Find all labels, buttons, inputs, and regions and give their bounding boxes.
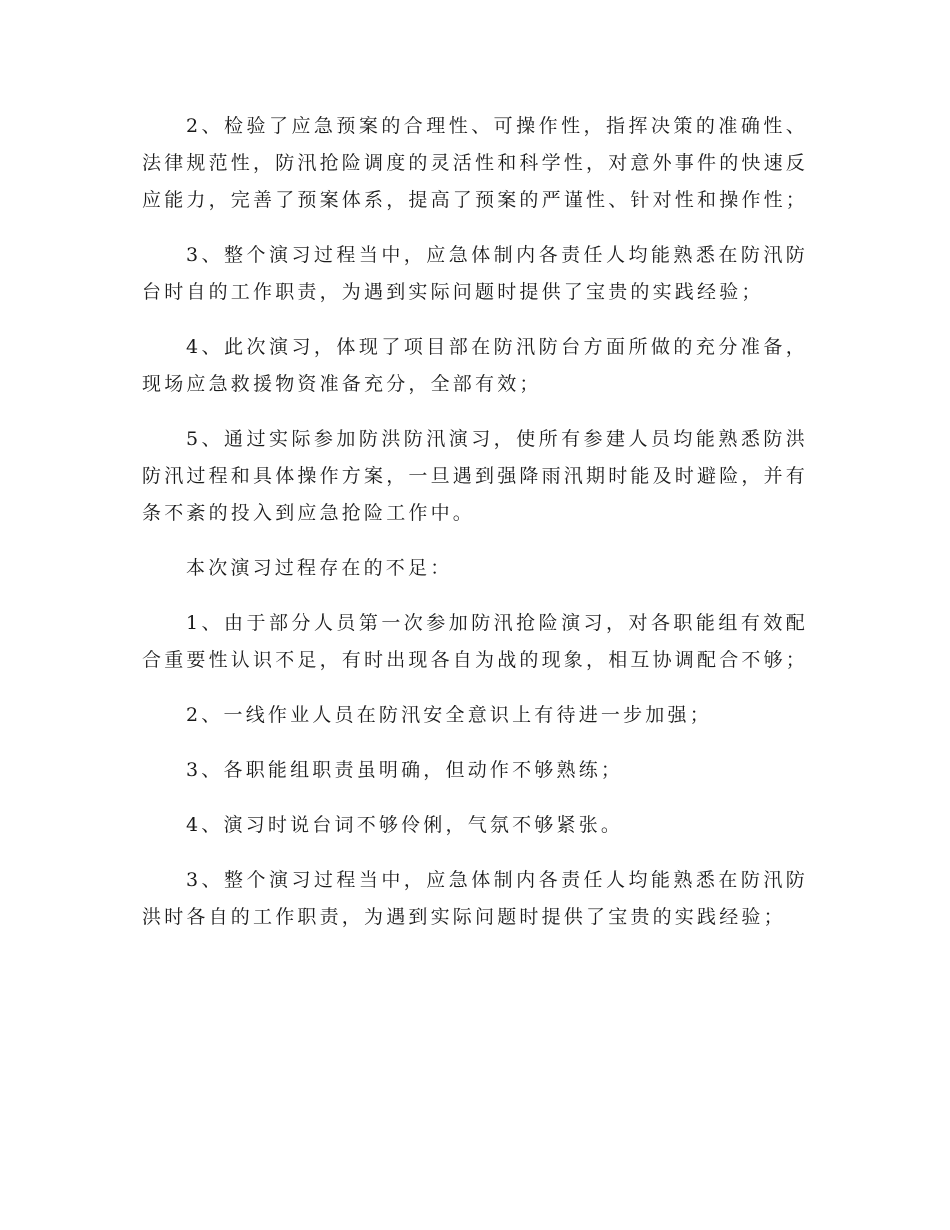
paragraph-3: 4、此次演习，体现了项目部在防汛防台方面所做的充分准备，现场应急救援物资准备充分，全部有效；	[142, 336, 808, 395]
paragraph-6: 1、由于部分人员第一次参加防汛抢险演习，对各职能组有效配合重要性认识不足，有时出现各自为战的现象，相互协调配合不够；	[142, 612, 809, 671]
paragraph-5: 本次演习过程存在的不足：	[186, 557, 453, 579]
paragraph-9: 4、演习时说台词不够伶俐，气氛不够紧张。	[186, 814, 624, 836]
paragraph-1: 2、检验了应急预案的合理性、可操作性，指挥决策的准确性、法律规范性，防汛抢险调度的灵活性和科学性，对意外事件的快速反应能力，完善了预案体系，提高了预案的严谨性、针对性和操作性；	[142, 115, 809, 211]
paragraph-10: 3、整个演习过程当中，应急体制内各责任人均能熟悉在防汛防洪时各自的工作职责，为遇到实际问题时提供了宝贵的实践经验；	[142, 869, 808, 928]
paragraph-2: 3、整个演习过程当中，应急体制内各责任人均能熟悉在防汛防台时自的工作职责，为遇到实际问题时提供了宝贵的实践经验；	[142, 244, 808, 303]
paragraph-4: 5、通过实际参加防洪防汛演习，使所有参建人员均能熟悉防洪防汛过程和具体操作方案，一旦遇到强降雨汛期时能及时避险，并有条不紊的投入到应急抢险工作中。	[142, 428, 809, 524]
document-body	[142, 108, 808, 954]
paragraph-8: 3、各职能组职责虽明确，但动作不够熟练；	[186, 759, 624, 781]
paragraph-7: 2、一线作业人员在防汛安全意识上有待进一步加强；	[186, 704, 712, 726]
